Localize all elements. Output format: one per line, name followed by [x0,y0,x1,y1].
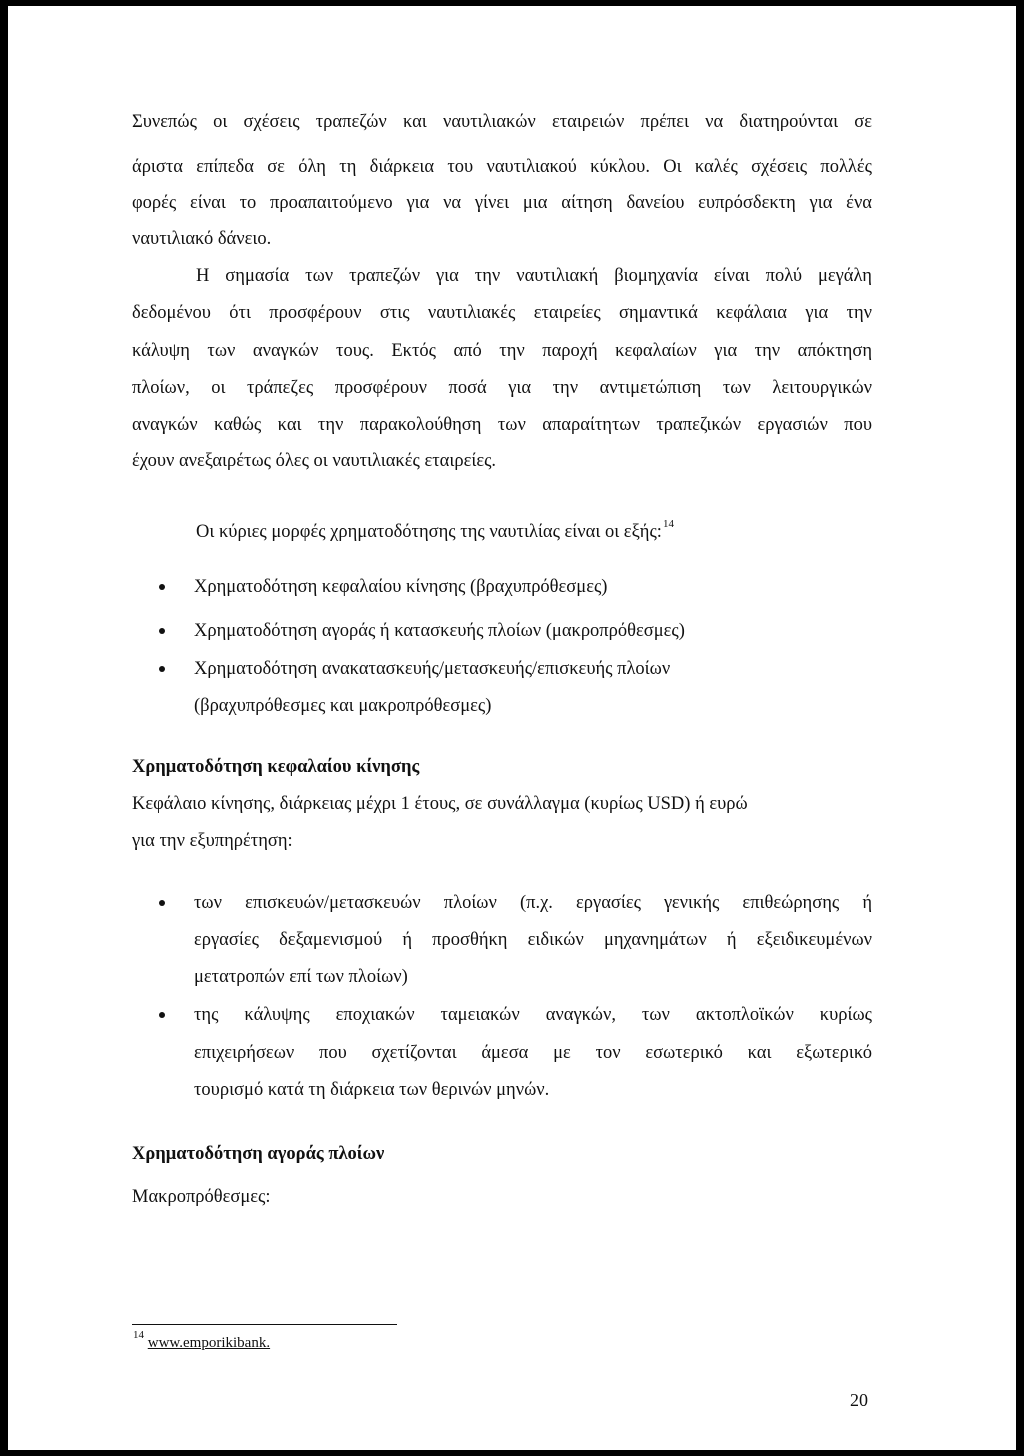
list-item-continuation: τουρισμό κατά τη διάρκεια των θερινών μηνών. [194,1080,550,1100]
list-item: Χρηματοδότηση κεφαλαίου κίνησης (βραχυπρόθεσμες) [194,577,608,597]
bullet-icon [159,584,165,590]
list-item: των επισκευών/μετασκευών πλοίων (π.χ. εργασίες γενικής επιθεώρησης ή [194,893,872,913]
paragraph-line: φορές είναι το προαπαιτούμενο για να γίνει μια αίτηση δανείου ευπρόσδεκτη για ένα [132,193,872,213]
list-item-continuation: (βραχυπρόθεσμες και μακροπρόθεσμες) [194,696,492,716]
paragraph-line: Συνεπώς οι σχέσεις τραπεζών και ναυτιλιακών εταιρειών πρέπει να διατηρούνται σε [132,112,872,132]
paragraph-line: δεδομένου ότι προσφέρουν στις ναυτιλιακές εταιρείες σημαντικά κεφάλαια για την [132,303,872,323]
footnote-divider [132,1324,397,1325]
list-item-continuation: εργασίες δεξαμενισμού ή προσθήκη ειδικών μηχανημάτων ή εξειδικευμένων [194,930,872,950]
page-number: 20 [850,1390,868,1410]
paragraph-line: έχουν ανεξαιρέτως όλες οι ναυτιλιακές εταιρείες. [132,451,497,471]
paragraph-line: πλοίων, οι τράπεζες προσφέρουν ποσά για την αντιμετώπιση των λειτουργικών [132,378,872,398]
bullet-icon [159,1012,165,1018]
list-item: Χρηματοδότηση αγοράς ή κατασκευής πλοίων (μακροπρόθεσμες) [194,621,685,641]
financing-forms-intro [196,520,674,544]
intro-text: Οι κύριες μορφές χρηματοδότησης της ναυτιλίας είναι οι εξής: [196,522,662,542]
list-item: Χρηματοδότηση ανακατασκευής/μετασκευής/επισκευής πλοίων [194,659,671,679]
section-heading: Χρηματοδότηση κεφαλαίου κίνησης [132,757,420,777]
paragraph-line: Η σημασία των τραπεζών για την ναυτιλιακή βιομηχανία είναι πολύ μεγάλη [196,266,872,286]
list-item-continuation: επιχειρήσεων που σχετίζονται άμεσα με τον εσωτερικό και εξωτερικό [194,1043,872,1063]
footnote-link[interactable]: www.emporikibank. [147,1335,271,1351]
footnote-reference[interactable]: 14 [662,518,674,530]
list-item: της κάλυψης εποχιακών ταμειακών αναγκών, των ακτοπλοϊκών κυρίως [194,1005,872,1025]
footnote-number: 14 [133,1329,144,1341]
paragraph-line: αναγκών καθώς και την παρακολούθηση των απαραίτητων τραπεζικών εργασιών που [132,415,872,435]
list-item-continuation: μετατροπών επί των πλοίων) [194,967,408,987]
section-text-line: Κεφάλαιο κίνησης, διάρκειας μέχρι 1 έτους, σε συνάλλαγμα (κυρίως USD) ή ευρώ [132,794,748,814]
footnote [132,1329,271,1352]
paragraph-line: ναυτιλιακό δάνειο. [132,229,272,249]
document-page [8,6,1016,1450]
section-text-line: για την εξυπηρέτηση: [132,831,293,851]
bullet-icon [159,900,165,906]
paragraph-line: κάλυψη των αναγκών τους. Εκτός από την παροχή κεφαλαίων για την απόκτηση [132,341,872,361]
bullet-icon [159,666,165,672]
paragraph-line: άριστα επίπεδα σε όλη τη διάρκεια του ναυτιλιακού κύκλου. Οι καλές σχέσεις πολλές [132,157,872,177]
bullet-icon [159,628,165,634]
section-heading: Χρηματοδότηση αγοράς πλοίων [132,1144,385,1164]
section-text-line: Μακροπρόθεσμες: [132,1187,271,1207]
